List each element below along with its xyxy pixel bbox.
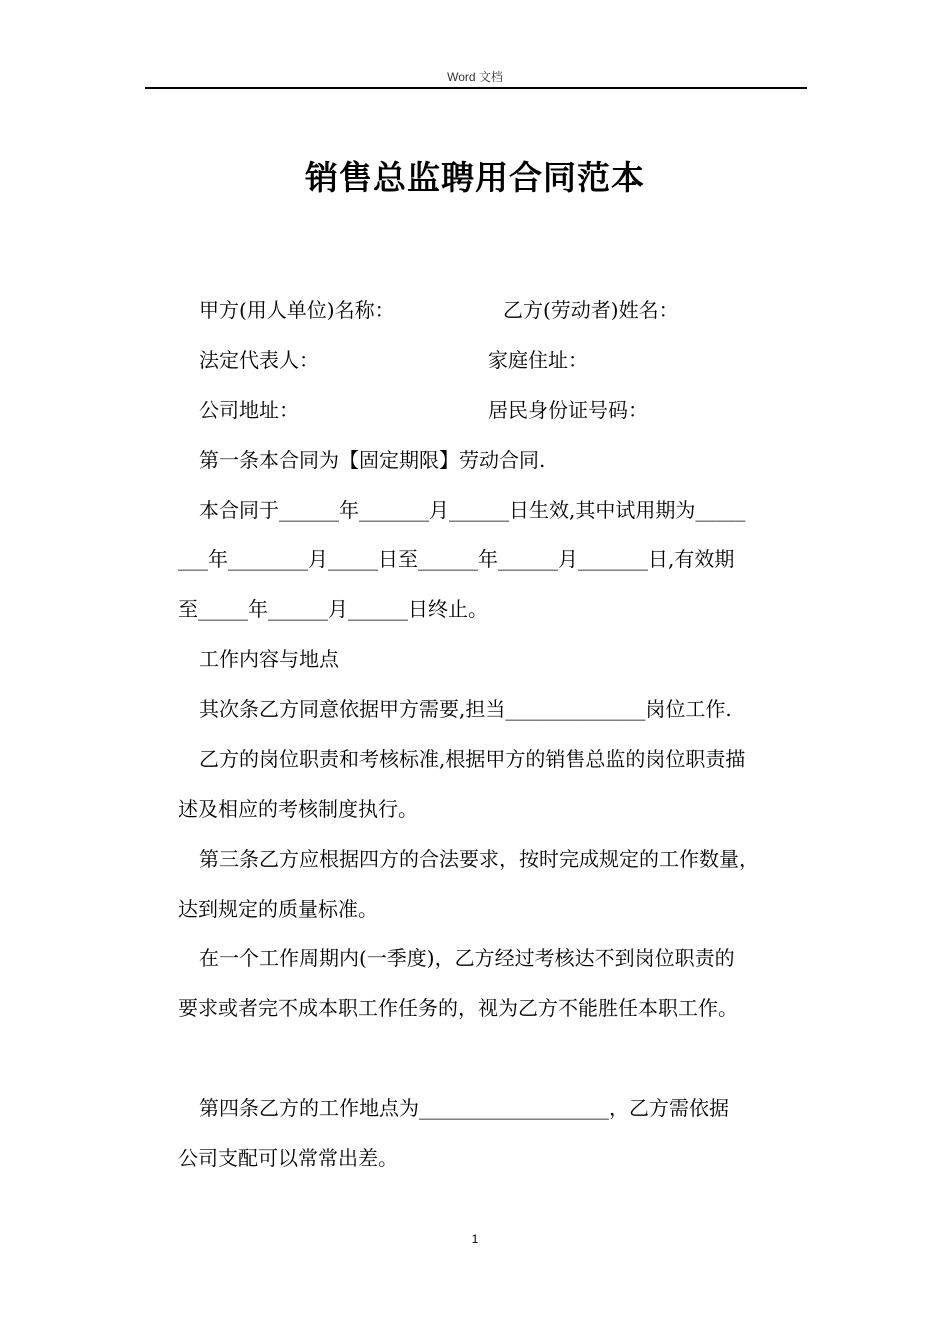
effective-date-line-3: 至_____年______月______日终止。 (178, 597, 488, 621)
legal-representative-label: 法定代表人： (199, 348, 319, 372)
party-a-name-label: 甲方(用人单位)名称： (199, 298, 395, 322)
duties-line-2: 述及相应的考核制度执行。 (178, 797, 418, 821)
article-3-line-2: 达到规定的质量标准。 (178, 897, 378, 921)
section-heading-work-content: 工作内容与地点 (199, 647, 339, 671)
effective-date-line-2: ___年________月_____日至______年______月_______日,有效期 (178, 547, 735, 571)
article-1-line: 第一条本合同为【固定期限】劳动合同. (199, 448, 546, 472)
header-label: Word 文档 (447, 70, 503, 84)
assessment-line-1: 在一个工作周期内(一季度)，乙方经过考核达不到岗位职责的 (199, 946, 735, 970)
article-4-line-2: 公司支配可以常常出差。 (178, 1146, 398, 1170)
effective-date-line-1: 本合同于______年_______月______日生效,其中试用期为_____ (199, 498, 746, 522)
duties-line-1: 乙方的岗位职责和考核标准,根据甲方的销售总监的岗位职责描 (199, 747, 746, 771)
article-4-line-1: 第四条乙方的工作地点为___________________，乙方需依据 (199, 1096, 729, 1120)
home-address-label: 家庭住址： (488, 348, 588, 372)
document-title: 销售总监聘用合同范本 (305, 158, 645, 197)
assessment-line-2: 要求或者完不成本职工作任务的，视为乙方不能胜任本职工作。 (178, 996, 738, 1020)
company-address-label: 公司地址： (199, 398, 299, 422)
page-number: 1 (471, 1232, 479, 1246)
id-number-label: 居民身份证号码： (488, 398, 648, 422)
header-divider (145, 87, 807, 89)
party-b-name-label: 乙方(劳动者)姓名： (503, 298, 679, 322)
article-2-line: 其次条乙方同意依据甲方需要,担当______________岗位工作. (199, 697, 732, 721)
article-3-line-1: 第三条乙方应根据四方的合法要求，按时完成规定的工作数量， (199, 847, 759, 871)
